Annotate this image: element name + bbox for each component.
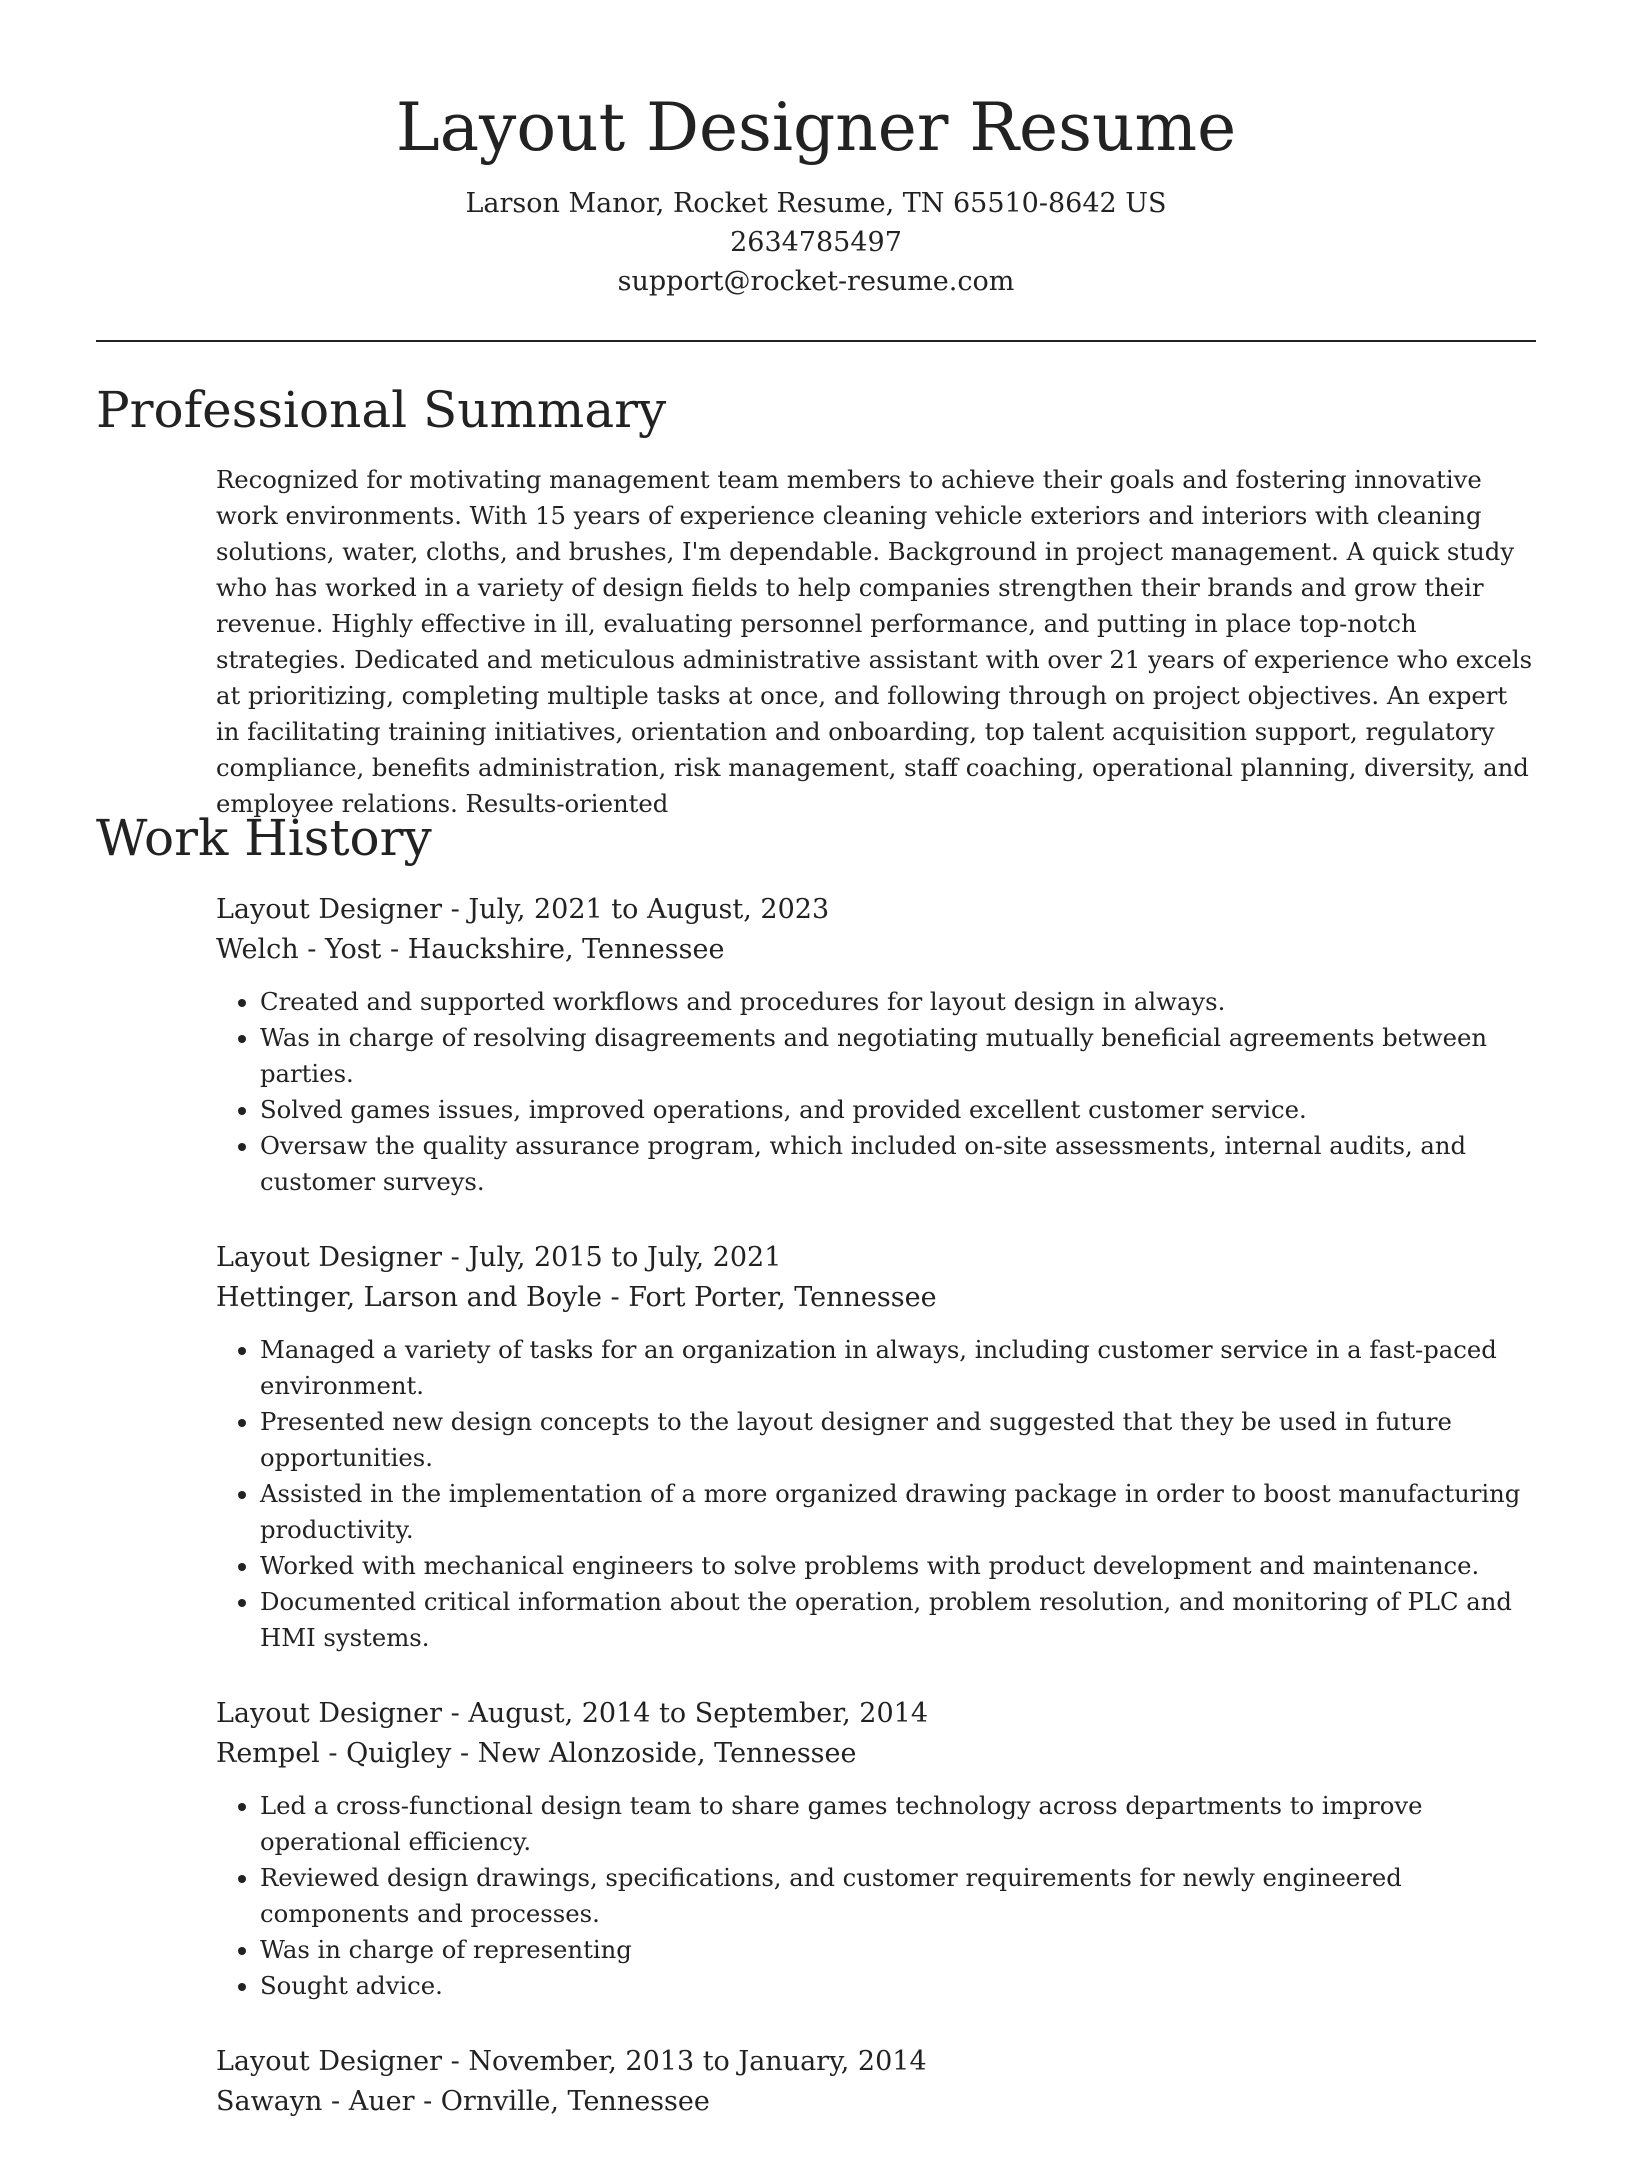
work-history-heading: Work History bbox=[96, 809, 432, 867]
job-entry bbox=[216, 2042, 1538, 2122]
job-bullet: • Oversaw the quality assurance program, which included on-site assessments, internal audits, and customer surveys. bbox=[260, 1128, 1538, 1200]
job-bullet: • Led a cross-functional design team to share games technology across departments to improve operational efficiency. bbox=[260, 1788, 1538, 1860]
contact-phone: 2634785497 bbox=[730, 227, 902, 258]
resume-title: Layout Designer Resume bbox=[395, 89, 1237, 166]
job-bullet: • Worked with mechanical engineers to solve problems with product development and maintenance. bbox=[260, 1548, 1538, 1584]
job-position-line: Layout Designer - July, 2015 to July, 2021 bbox=[216, 1242, 782, 1273]
job-employer-line: Hettinger, Larson and Boyle - Fort Porter, Tennessee bbox=[216, 1282, 937, 1313]
job-bullet: • Presented new design concepts to the layout designer and suggested that they be used in future opportunities. bbox=[260, 1404, 1538, 1476]
job-bullets bbox=[216, 1332, 1538, 1656]
job-bullet: • Was in charge of resolving disagreements and negotiating mutually beneficial agreements between parties. bbox=[260, 1020, 1538, 1092]
header-divider bbox=[96, 340, 1536, 342]
job-position-line: Layout Designer - July, 2021 to August, 2023 bbox=[216, 894, 830, 925]
job-bullets bbox=[216, 1788, 1538, 2004]
job-entry bbox=[216, 1238, 1538, 1656]
job-position-line: Layout Designer - November, 2013 to January, 2014 bbox=[216, 2046, 927, 2077]
job-bullet: • Reviewed design drawings, specifications, and customer requirements for newly engineered components and processes. bbox=[260, 1860, 1538, 1932]
job-position-line: Layout Designer - August, 2014 to September, 2014 bbox=[216, 1698, 929, 1729]
work-history-list bbox=[216, 890, 1538, 2160]
job-bullet: • Sought advice. bbox=[260, 1968, 1538, 2004]
job-entry bbox=[216, 1694, 1538, 2004]
job-employer-line: Rempel - Quigley - New Alonzoside, Tennessee bbox=[216, 1738, 857, 1769]
job-bullet: • Was in charge of representing bbox=[260, 1932, 1538, 1968]
summary-heading: Professional Summary bbox=[96, 381, 667, 439]
resume-header bbox=[0, 0, 1632, 301]
contact-address: Larson Manor, Rocket Resume, TN 65510-8642 US bbox=[465, 188, 1167, 219]
contact-email: support@rocket-resume.com bbox=[617, 266, 1015, 297]
summary-text: Recognized for motivating management team members to achieve their goals and fostering innovative work environments. With 15 years of experience cleaning vehicle exteriors and interiors with cleaning solutions, water, cloths, and brushes, I'm dependable. Background in project management. A quick study who has worked in a variety of design fields to help companies strengthen their brands and grow their revenue. Highly effective in ill, evaluating personnel performance, and putting in place top-notch strategies. Dedicated and meticulous administrative assistant with over 21 years of experience who excels at prioritizing, completing multiple tasks at once, and following through on project objectives. An expert in facilitating training initiatives, orientation and onboarding, top talent acquisition support, regulatory compliance, benefits administration, risk management, staff coaching, operational planning, diversity, and employee relations. Results-oriented bbox=[216, 465, 1533, 818]
job-bullet: • Documented critical information about the operation, problem resolution, and monitoring of PLC and HMI systems. bbox=[260, 1584, 1538, 1656]
job-entry bbox=[216, 890, 1538, 1200]
job-bullet: • Created and supported workflows and procedures for layout design in always. bbox=[260, 984, 1538, 1020]
job-bullet: • Solved games issues, improved operations, and provided excellent customer service. bbox=[260, 1092, 1538, 1128]
job-employer-line: Sawayn - Auer - Ornville, Tennessee bbox=[216, 2086, 710, 2117]
contact-block bbox=[0, 184, 1632, 301]
job-employer-line: Welch - Yost - Hauckshire, Tennessee bbox=[216, 934, 725, 965]
job-bullets bbox=[216, 984, 1538, 1200]
job-bullet: • Managed a variety of tasks for an organization in always, including customer service in a fast-paced environment. bbox=[260, 1332, 1538, 1404]
job-bullet: • Assisted in the implementation of a more organized drawing package in order to boost manufacturing productivity. bbox=[260, 1476, 1538, 1548]
